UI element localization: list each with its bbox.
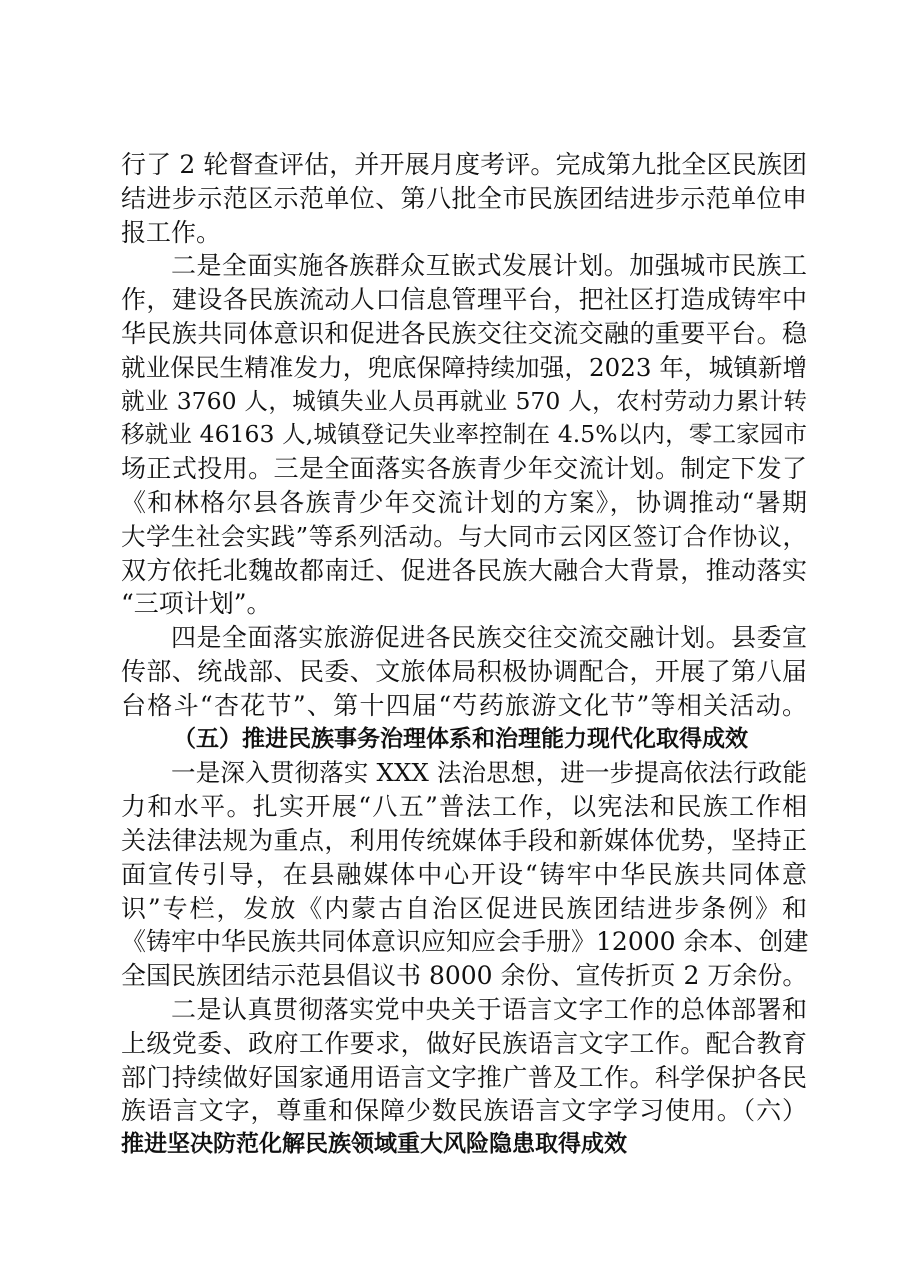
document-body — [121, 148, 807, 1162]
text-line: 关法律法规为重点，利用传统媒体手段和新媒体优势，坚持正 — [121, 825, 807, 855]
text-line: 行了 2 轮督查评估，并开展月度考评。完成第九批全区民族团 — [121, 150, 807, 179]
text-line: 《和林格尔县各族青少年交流计划的方案》，协调推动“暑期 — [121, 487, 807, 517]
text-line: 传部、统战部、民委、文旅体局积极协调配合，开展了第八届 — [121, 656, 807, 686]
text-line: 报工作。 — [121, 217, 222, 247]
text-line: 四是全面落实旅游促进各民族交往交流交融计划。县委宣 — [171, 623, 807, 653]
text-line: 力和水平。扎实开展“八五”普法工作，以宪法和民族工作相 — [121, 792, 807, 822]
text-line: 台格斗“杏花节”、第十四届“芍药旅游文化节”等相关活动。 — [121, 690, 807, 720]
section-heading-line: 推进坚决防范化解民族领域重大风险隐患取得成效 — [121, 1131, 627, 1158]
text-line: 《铸牢中华民族共同体意识应知应会手册》12000 余本、创建 — [121, 927, 809, 957]
text-line: 移就业 46163 人,城镇登记失业率控制在 4.5%以内，零工家园市 — [121, 420, 807, 449]
section-heading-line: （五）推进民族事务治理体系和治理能力现代化取得成效 — [173, 725, 748, 752]
text-line: 场正式投用。三是全面落实各族青少年交流计划。制定下发了 — [121, 454, 807, 484]
text-line: “三项计划”。 — [121, 589, 272, 619]
text-line: 部门持续做好国家通用语言文字推广普及工作。科学保护各民 — [121, 1062, 807, 1092]
text-line: 华民族共同体意识和促进各民族交往交流交融的重要平台。稳 — [121, 318, 807, 348]
text-line: 双方依托北魏故都南迁、促进各民族大融合大背景，推动落实 — [121, 555, 807, 585]
text-line: 全国民族团结示范县倡议书 8000 余份、宣传折页 2 万余份。 — [121, 961, 808, 991]
text-line: 二是认真贯彻落实党中央关于语言文字工作的总体部署和 — [171, 994, 807, 1024]
text-line: 识”专栏，发放《内蒙古自治区促进民族团结进步条例》和 — [121, 893, 807, 923]
text-line: 作，建设各民族流动人口信息管理平台，把社区打造成铸牢中 — [121, 285, 807, 315]
text-line: 族语言文字，尊重和保障少数民族语言文字学习使用。（六） — [121, 1096, 807, 1126]
text-line: 大学生社会实践”等系列活动。与大同市云冈区签订合作协议， — [121, 521, 807, 551]
text-line: 结进步示范区示范单位、第八批全市民族团结进步示范单位申 — [121, 183, 807, 213]
text-line: 二是全面实施各族群众互嵌式发展计划。加强城市民族工 — [171, 251, 807, 281]
text-line: 上级党委、政府工作要求，做好民族语言文字工作。配合教育 — [121, 1028, 807, 1058]
text-line: 面宣传引导，在县融媒体中心开设“铸牢中华民族共同体意 — [121, 859, 807, 889]
text-line: 就业保民生精准发力，兜底保障持续加强，2023 年，城镇新增 — [121, 352, 807, 382]
text-line: 就业 3760 人，城镇失业人员再就业 570 人，农村劳动力累计转 — [121, 386, 807, 415]
text-line: 一是深入贯彻落实 XXX 法治思想，进一步提高依法行政能 — [171, 758, 807, 788]
